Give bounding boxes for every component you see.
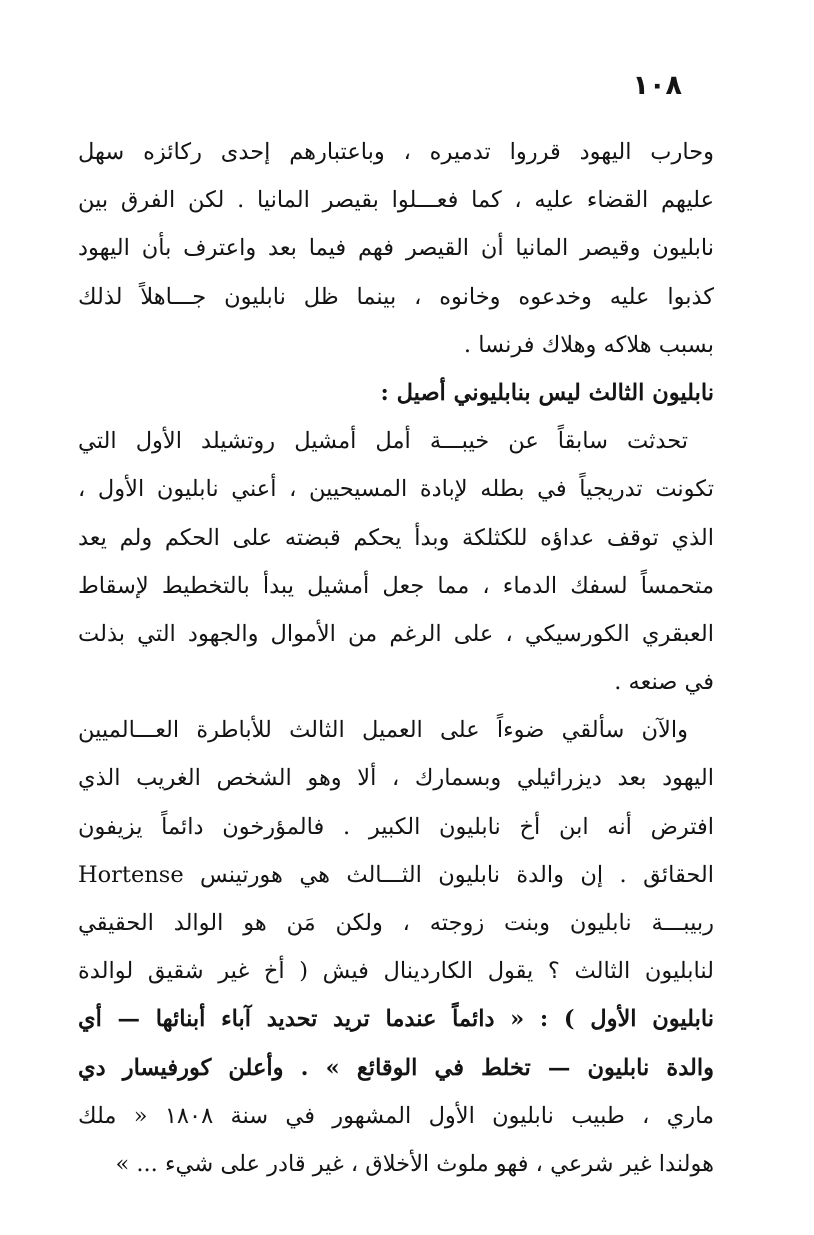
text-line: الحقائق . إن والدة نابليون الثـــالث هي هورتينس Hortense [78, 861, 714, 888]
text-line: بسبب هلاكه وهلاك فرنسا . [463, 331, 714, 358]
text-line: لنابليون الثالث ؟ يقول الكاردينال فيش ( أخ غير شقيق لوالدة [78, 958, 714, 985]
text-line: عليهم القضاء عليه ، كما فعـــلوا بقيصر المانيا . لكن الفرق بين [78, 187, 714, 214]
section-heading: نابليون الثالث ليس بنابليوني أصيل : [380, 379, 714, 406]
text-line: العبقري الكورسيكي ، على الرغم من الأموال والجهود التي بذلت [78, 620, 714, 647]
text-line: هولندا غير شرعي ، فهو ملوث الأخلاق ، غير قادر على شيء ... » [115, 1150, 714, 1177]
text-line: تكونت تدريجياً في بطله لإبادة المسيحيين ، أعني نابليون الأول ، [78, 476, 714, 503]
text-line: متحمساً لسفك الدماء ، مما جعل أمشيل يبدأ بالتخطيط لإسقاط [78, 572, 714, 599]
text-line: تحدثت سابقاً عن خيبـــة أمل أمشيل روتشيلد الأول التي [78, 428, 688, 455]
text-line: نابليون وقيصر المانيا أن القيصر فهم فيما بعد واعترف بأن اليهود [78, 235, 714, 262]
page-number: ١٠٨ [632, 70, 682, 101]
text-line: وحارب اليهود قرروا تدميره ، وباعتبارهم إحدى ركائزه سهل [78, 139, 714, 165]
text-line: ماري ، طبيب نابليون الأول المشهور في سنة ١٨٠٨ « ملك [78, 1102, 714, 1129]
text-line: كذبوا عليه وخدعوه وخانوه ، بينما ظل نابليون جـــاهلاً لذلك [78, 283, 714, 310]
text-line: والآن سألقي ضوءاً على العميل الثالث للأباطرة العـــالميين [78, 717, 688, 744]
text-line: والدة نابليون — تخلط في الوقائع » . وأعلن كورفيسار دي [78, 1054, 714, 1081]
text-line: اليهود بعد ديزرائيلي وبسمارك ، ألا وهو الشخص الغريب الذي [78, 765, 714, 792]
text-line: نابليون الأول ) : « دائماً عندما تريد تحديد آباء أبنائها — أي [78, 1006, 714, 1033]
text-line: الذي توقف عداؤه للكثلكة وبدأ يحكم قبضته على الحكم ولم يعد [78, 524, 714, 551]
text-line: ربيبـــة نابليون وبنت زوجته ، ولكن مَن هو الوالد الحقيقي [78, 910, 714, 936]
text-line: في صنعه . [614, 669, 714, 696]
body-text [78, 128, 714, 1188]
text-line: افترض أنه ابن أخ نابليون الكبير . فالمؤرخون دائماً يزيفون [78, 813, 714, 840]
